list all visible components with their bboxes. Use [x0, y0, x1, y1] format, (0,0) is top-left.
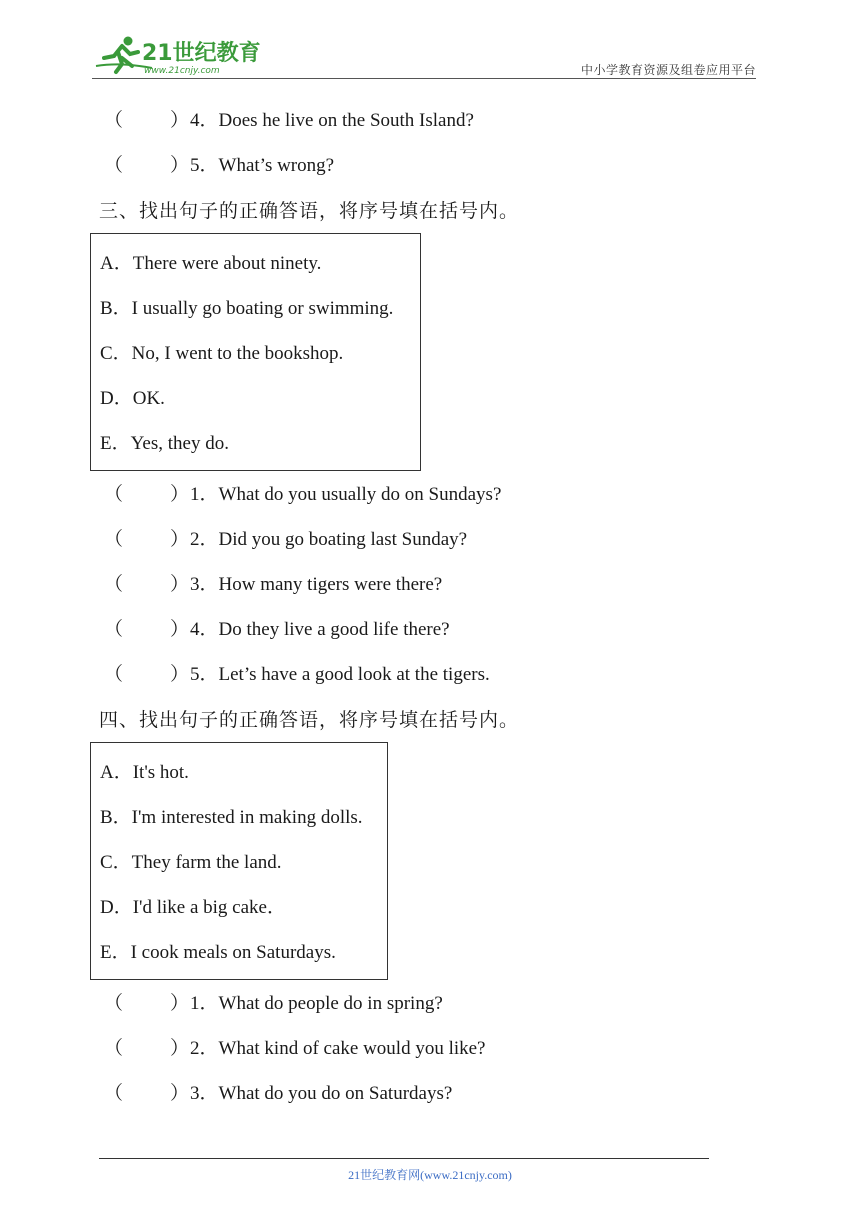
answer-blank-close: ）: [170, 1038, 190, 1059]
answer-blank-open[interactable]: （: [104, 1083, 124, 1104]
option-c: C．They farm the land.: [100, 852, 282, 873]
question-text: 1．What do you usually do on Sundays?: [190, 484, 502, 505]
option-c: C．No, I went to the bookshop.: [100, 343, 344, 364]
question-text: 5．What’s wrong?: [190, 155, 335, 176]
header-divider: [92, 78, 756, 79]
option-d: D．OK.: [100, 388, 165, 409]
answer-blank-close: ）: [170, 619, 190, 640]
svg-text:www.21cnjy.com: www.21cnjy.com: [144, 66, 220, 76]
option-e: E．I cook meals on Saturdays.: [100, 942, 336, 963]
svg-text:21世纪教育: 21世纪教育: [142, 41, 261, 66]
footer-link[interactable]: 21世纪教育网(www.21cnjy.com): [348, 1168, 512, 1182]
question-text: 4．Do they live a good life there?: [190, 619, 450, 640]
question-text: 3．How many tigers were there?: [190, 574, 443, 595]
answer-blank-open[interactable]: （: [104, 1038, 124, 1059]
section-4-title: 四、找出句子的正确答语，将序号填在括号内。: [99, 709, 520, 731]
site-logo: [92, 34, 262, 76]
answer-blank-open[interactable]: （: [104, 484, 124, 505]
answer-blank-open[interactable]: （: [104, 155, 124, 176]
answer-blank-open[interactable]: （: [104, 664, 124, 685]
option-a: A．It's hot.: [100, 762, 189, 783]
answer-blank-open[interactable]: （: [104, 619, 124, 640]
option-a: A．There were about ninety.: [100, 253, 322, 274]
header-platform-text: 中小学教育资源及组卷应用平台: [580, 63, 756, 77]
answer-blank-close: ）: [170, 155, 190, 176]
question-text: 2．What kind of cake would you like?: [190, 1038, 486, 1059]
option-b: B．I'm interested in making dolls.: [100, 807, 363, 828]
answer-blank-close: ）: [170, 529, 190, 550]
section-4-options-box: [90, 742, 388, 980]
page-header: [92, 34, 756, 80]
answer-blank-open[interactable]: （: [104, 574, 124, 595]
question-text: 2．Did you go boating last Sunday?: [190, 529, 468, 550]
option-d: D．I'd like a big cake．: [100, 897, 286, 918]
answer-blank-close: ）: [170, 110, 190, 131]
answer-blank-close: ）: [170, 484, 190, 505]
question-text: 1．What do people do in spring?: [190, 993, 443, 1014]
option-e: E．Yes, they do.: [100, 433, 229, 454]
section-3-title: 三、找出句子的正确答语，将序号填在括号内。: [99, 200, 520, 222]
answer-blank-open[interactable]: （: [104, 529, 124, 550]
question-text: 3．What do you do on Saturdays?: [190, 1083, 453, 1104]
answer-blank-close: ）: [170, 1083, 190, 1104]
section-3-options-box: [90, 233, 421, 471]
answer-blank-close: ）: [170, 993, 190, 1014]
question-text: 5．Let’s have a good look at the tigers.: [190, 664, 490, 685]
option-b: B．I usually go boating or swimming.: [100, 298, 394, 319]
question-text: 4．Does he live on the South Island?: [190, 110, 474, 131]
footer-divider: [99, 1158, 709, 1159]
answer-blank-close: ）: [170, 574, 190, 595]
answer-blank-close: ）: [170, 664, 190, 685]
answer-blank-open[interactable]: （: [104, 110, 124, 131]
answer-blank-open[interactable]: （: [104, 993, 124, 1014]
